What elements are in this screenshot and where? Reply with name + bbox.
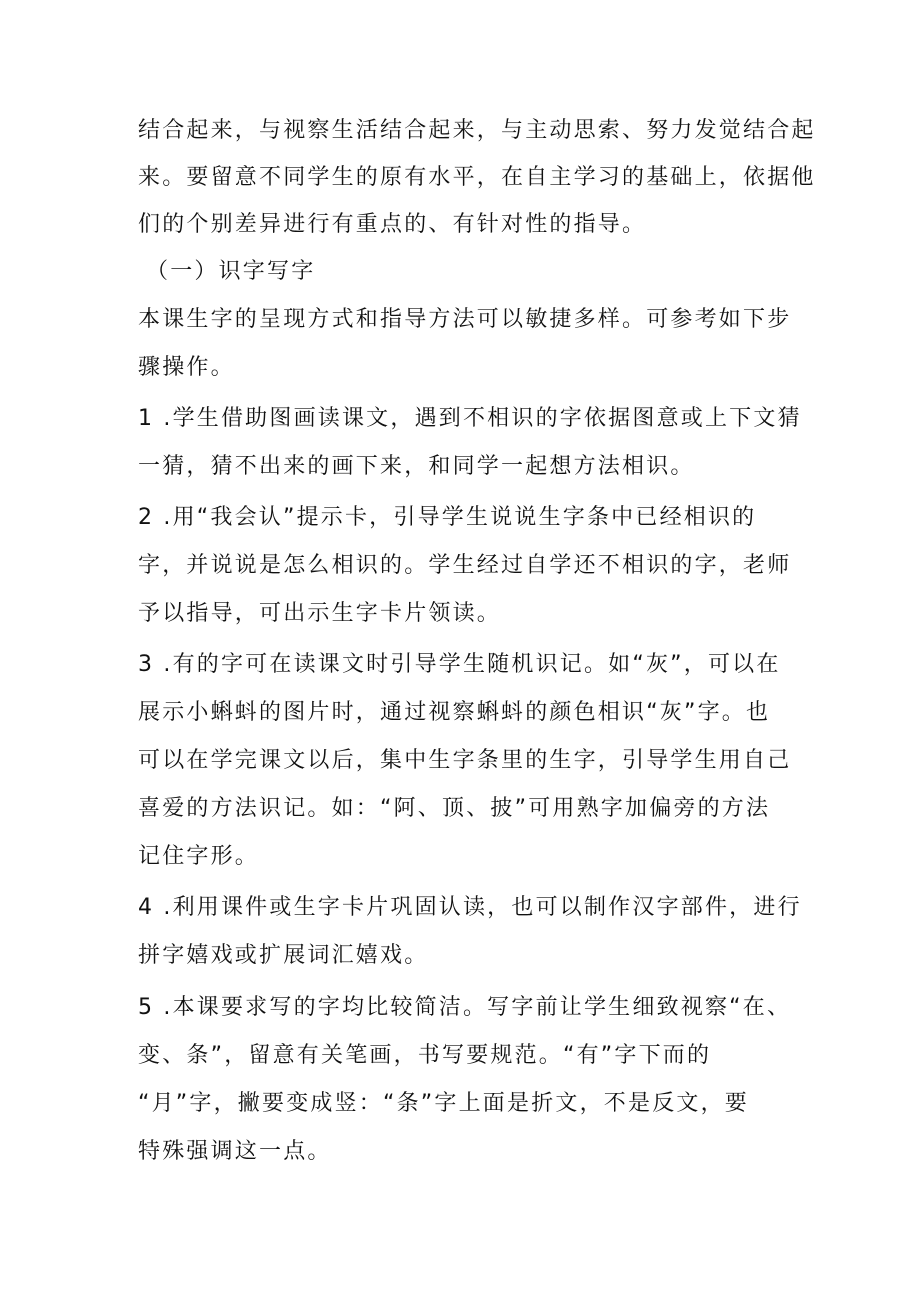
text-line: 展示小蝌蚪的图片时，通过视察蝌蚪的颜色相识“灰”字。也 [138, 700, 771, 725]
text-line: 一猜，猜不出来的画下来，和同学一起想方法相识。 [138, 454, 695, 479]
list-item-1-line: 1 .学生借助图画读课文，遇到不相识的字依据图意或上下文猜 [138, 406, 802, 431]
text-line: 拼字嬉戏或扩展词汇嬉戏。 [138, 943, 429, 968]
text-line: 来。要留意不同学生的原有水平，在自主学习的基础上，依据他 [138, 165, 816, 190]
text-line: “月”字，撇要变成竖：“条”字上面是折文，不是反文，要 [138, 1091, 749, 1116]
list-item-5-line: 5 .本课要求写的字均比较简洁。写字前让学生细致视察“在、 [138, 995, 792, 1020]
text-line: 可以在学完课文以后，集中生字条里的生字，引导学生用自己 [138, 748, 792, 773]
text-line: 们的个别差异进行有重点的、有针对性的指导。 [138, 212, 647, 237]
text-line: 喜爱的方法识记。如：“阿、顶、披”可用熟字加偏旁的方法 [138, 796, 771, 821]
list-item-3-line: 3 .有的字可在读课文时引导学生随机识记。如“灰”，可以在 [138, 652, 781, 677]
list-item-2-line: 2 .用“我会认”提示卡，引导学生说说生字条中已经相识的 [138, 505, 757, 530]
text-line: 结合起来，与视察生活结合起来，与主动思索、努力发觉结合起 [138, 118, 816, 143]
section-heading: （一）识字写字 [146, 259, 316, 284]
text-line: 本课生字的呈现方式和指导方法可以敏捷多样。可参考如下步 [138, 307, 792, 332]
text-line: 字，并说说是怎么相识的。学生经过自学还不相识的字，老师 [138, 553, 792, 578]
list-item-4-line: 4 .利用课件或生字卡片巩固认读，也可以制作汉字部件，进行 [138, 895, 802, 920]
text-line: 记住字形。 [138, 844, 260, 869]
text-line: 变、条”，留意有关笔画，书写要规范。“有”字下而的 [138, 1043, 712, 1068]
text-line: 骤操作。 [138, 355, 235, 380]
text-line: 予以指导，可出示生字卡片领读。 [138, 601, 502, 626]
text-line: 特殊强调这一点。 [138, 1139, 332, 1164]
